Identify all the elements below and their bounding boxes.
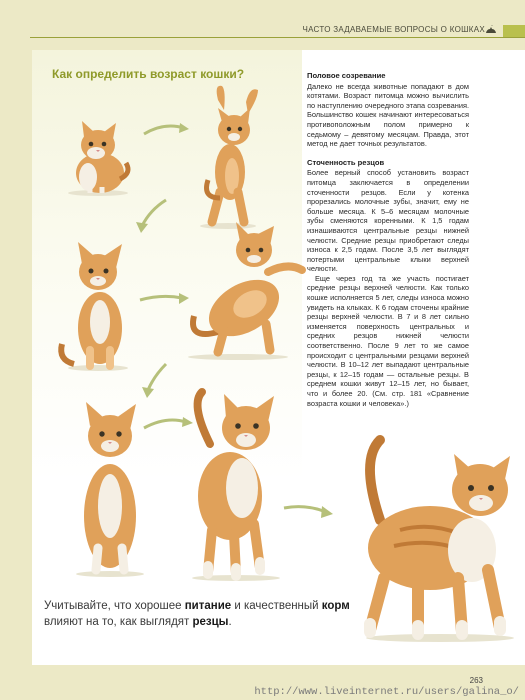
cat-silhouette-icon bbox=[485, 25, 497, 34]
page-number: 263 bbox=[469, 676, 483, 685]
standing-young-cat-photo bbox=[180, 384, 292, 584]
section-heading-maturation: Половое созревание bbox=[307, 71, 386, 80]
section-heading-incisors: Сточенность резцов bbox=[307, 157, 385, 167]
section-paragraph: Далеко не всегда животные попадают в дом котятами. Возраст питомца можно вычислить по наступлению очередного этапа созревания. Большинство кошек начинают интересоваться противоположным полом примерно к седьмому – девятому месяцам. Правда, этот метод не дает точных результатов. bbox=[307, 81, 469, 149]
arrow-4 bbox=[136, 360, 172, 400]
sitting-young-cat-photo bbox=[56, 240, 136, 372]
sitting-adolescent-cat-photo bbox=[64, 398, 154, 578]
sitting-kitten-photo bbox=[62, 115, 134, 197]
playing-kitten-photo bbox=[188, 80, 268, 230]
arrow-2 bbox=[132, 196, 172, 236]
running-header bbox=[30, 22, 525, 38]
arrow-1 bbox=[140, 118, 192, 140]
section-paragraph: Еще через год та же участь постигает средние резцы верхней челюсти. Как только кошке исполняется 5 лет, следы износа можно увидеть на клыках. К 6 годам сточены крайние резцы верхней челюсти. В 7 и 8 лет сильно изменяется поверхность центральных и средних резцов нижней челюсти соответственно. После 9 лет то же самое происходит с центральными резцами верхней челюсти. В 10–12 лет выпадают центральные резцы, к 12–15 годам — остальные резцы. В среднем кошки живут 12–15 лет, но бывает, что и более 20. (См. стр. 181 «Сравнение возраста кошки и человека».) bbox=[307, 273, 469, 408]
photo-caption: Учитывайте, что хорошее питание и качественный корм влияют на то, как выглядят резцы. bbox=[44, 600, 350, 628]
section-paragraph: Более верный способ установить возраст питомца заключается в определении сточенности резцов. Если у котенка прорезались молочные зубы, значит, ему не больше месяца. К 5–6 месяцам молочные зубы сменяются коренными. К 1,5 годам изнашиваются центральные резцы нижней челюсти. Средние резцы приобретают следы износа к 2,5 годам. После 3,5 лет выглядят потертыми центральные клыки верхней челюсти. bbox=[307, 168, 469, 274]
watermark-url: http://www.liveinternet.ru/users/galina_o/ bbox=[254, 686, 519, 698]
pouncing-young-cat-photo bbox=[178, 212, 310, 362]
page-title: Как определить возраст кошки? bbox=[52, 67, 245, 81]
header-accent-strip bbox=[503, 25, 525, 37]
running-title: ЧАСТО ЗАДАВАЕМЫЕ ВОПРОСЫ О КОШКАХ bbox=[302, 25, 485, 34]
article-text bbox=[307, 71, 469, 408]
